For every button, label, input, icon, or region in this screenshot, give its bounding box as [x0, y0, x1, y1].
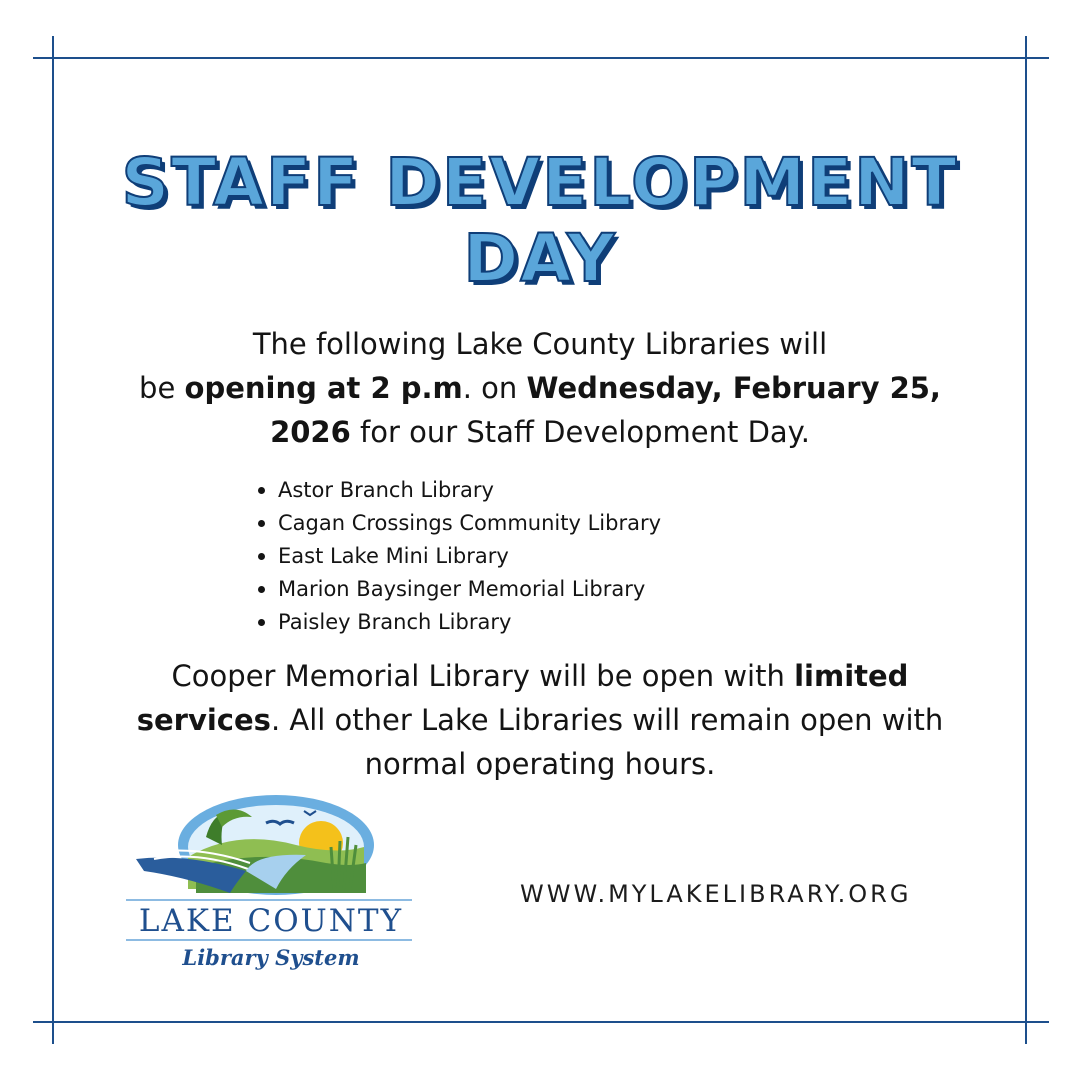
list-item: East Lake Mini Library — [258, 540, 661, 573]
logo-title: LAKE COUNTY — [138, 903, 404, 939]
intro-text-2: be — [139, 371, 185, 405]
intro-paragraph — [110, 322, 970, 454]
services-word: services — [136, 703, 271, 737]
list-item: Astor Branch Library — [258, 474, 661, 507]
opening-time: opening at 2 p.m — [184, 371, 463, 405]
frame-line-bottom — [33, 1021, 1049, 1023]
list-item: Cagan Crossings Community Library — [258, 507, 661, 540]
logo-rule-top — [126, 899, 412, 901]
event-year: 2026 — [270, 415, 351, 449]
title-line-1: STAFF DEVELOPMENT — [121, 144, 959, 221]
logo-rule-bottom — [126, 939, 412, 941]
event-date: Wednesday, February 25, — [526, 371, 941, 405]
closing-paragraph — [100, 654, 980, 786]
title-line-2: DAY — [463, 220, 617, 297]
intro-text-4: for our Staff Development Day. — [350, 415, 810, 449]
intro-text-3: . on — [462, 371, 527, 405]
logo-subtitle: Library System — [182, 945, 360, 970]
frame-line-left — [52, 36, 54, 1044]
website-url: WWW.MYLAKELIBRARY.ORG — [520, 880, 912, 908]
limited-word: limited — [794, 659, 909, 693]
library-list — [258, 474, 661, 639]
intro-text-1: The following Lake County Libraries will — [252, 327, 828, 361]
list-item: Paisley Branch Library — [258, 606, 661, 639]
closing-text-2: . All other Lake Libraries will remain open with — [270, 703, 944, 737]
closing-text-1: Cooper Memorial Library will be open with — [171, 659, 795, 693]
logo-emblem-icon — [126, 793, 416, 903]
closing-text-3: normal operating hours. — [364, 747, 716, 781]
library-logo — [126, 793, 416, 973]
frame-line-right — [1025, 36, 1027, 1044]
frame-line-top — [33, 57, 1049, 59]
list-item: Marion Baysinger Memorial Library — [258, 573, 661, 606]
